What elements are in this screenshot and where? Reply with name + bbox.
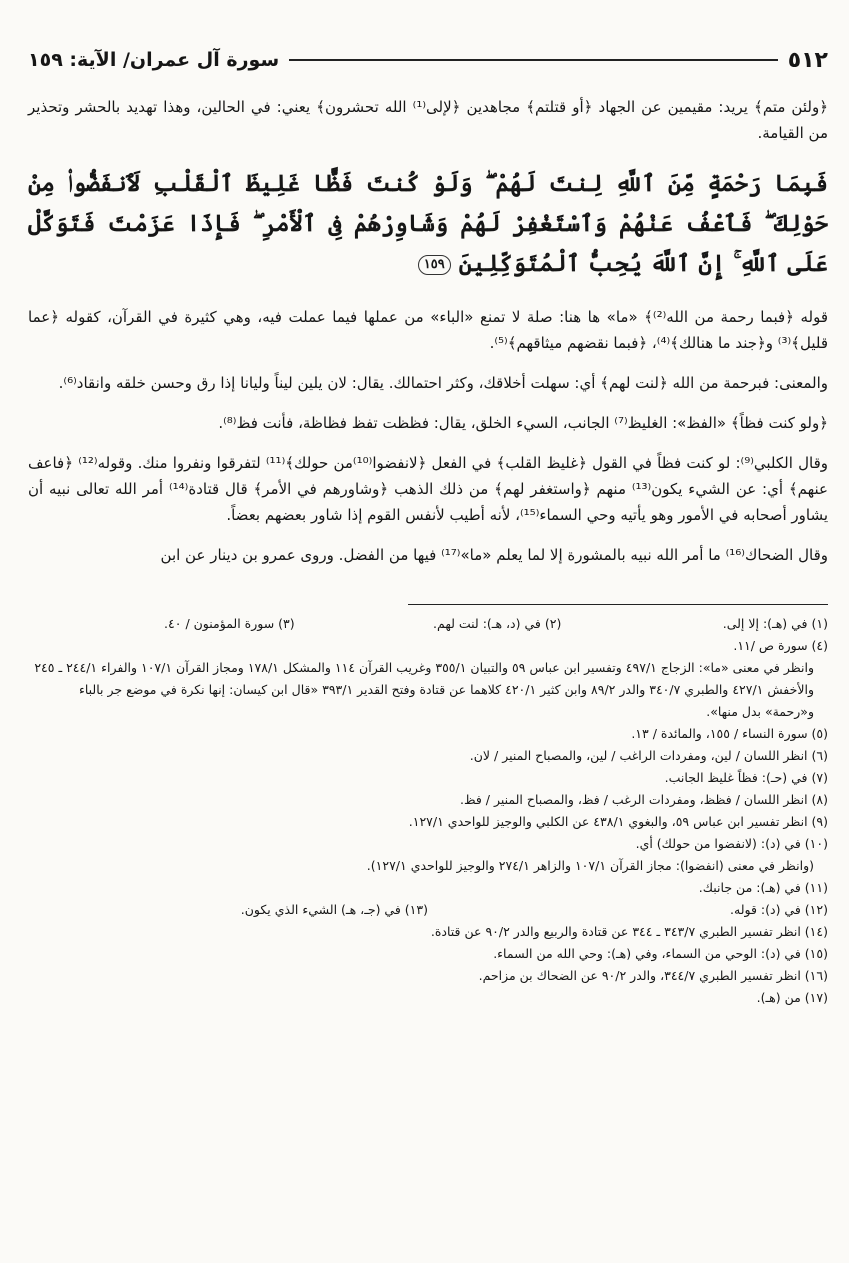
- footnote-1: (١) في (هـ): إلا إلى.: [722, 616, 828, 631]
- paragraph-1: ﴿ولئن متم﴾ يريد: مقيمين عن الجهاد ﴿أو قتلتم﴾ مجاهدين ﴿لإلى⁽¹⁾ الله تحشرون﴾ يعني: في الحالين، وهذا تهديد بالحشر وتحذير من القيامة.: [28, 98, 828, 142]
- verse-text: فَبِمَا رَحْمَةٍ مِّنَ ٱللَّهِ لِنتَ لَهُمْ ۖ وَلَوْ كُنتَ فَظًّا غَلِيظَ ٱلْقَلْبِ لَٱنفَضُّوا۟ مِنْ حَوْلِكَ ۖ فَٱعْفُ عَنْهُمْ وَٱسْتَغْفِرْ لَهُمْ وَشَاوِرْهُمْ فِى ٱلْأَمْرِ ۖ فَإِذَا عَزَمْتَ فَتَوَكَّلْ عَلَى ٱللَّهِ ۚ إِنَّ ٱللَّهَ يُحِبُّ ٱلْمُتَوَكِّلِينَ: [28, 170, 828, 277]
- footnote-row-1-3: [28, 613, 828, 635]
- page-header: [28, 40, 828, 80]
- footnote-6: (٦) انظر اللسان / لين، ومفردات الراغب / لين، والمصباح المنير / لان.: [469, 748, 828, 763]
- header-rule: [289, 59, 778, 61]
- footnote-17: (١٧) من (هـ).: [756, 990, 828, 1005]
- paragraph-3: والمعنى: فبرحمة من الله ﴿لنت لهم﴾ أي: سهلت أخلاقك، وكثر احتمالك. يقال: لان يلين ليناً وليانا إذا رق وحسن خلقه وانقاد⁽⁶⁾.: [58, 374, 828, 392]
- paragraph-5: وقال الكلبي⁽⁹⁾: لو كنت فظاً في القول ﴿غليظ القلب﴾ في الفعل ﴿لانفضوا⁽¹⁰⁾من حولك﴾⁽¹¹⁾ لتفرقوا ونفروا منك. وقوله⁽¹²⁾ ﴿فاعف عنهم﴾ أي: عن الشيء يكون⁽¹³⁾ منهم ﴿واستغفر لهم﴾ من ذلك الذهب ﴿وشاورهم في الأمر﴾ قال قتادة⁽¹⁴⁾ أمر الله تعالى نبيه أن يشاور أصحابه في الأمور وهو يأتيه وحي السماء⁽¹⁵⁾، لأنه أطيب لأنفس القوم إذا شاور بعضهم بعضاً.: [28, 454, 828, 524]
- footnote-3: (٣) سورة المؤمنون / ٤٠.: [164, 616, 295, 631]
- footnotes: [28, 613, 828, 1009]
- footnote-10: (١٠) في (د): (لانفضوا من حولك) أي.: [635, 836, 828, 851]
- footnote-13: (١٣) في (جـ، هـ) الشيء الذي يكون.: [240, 902, 428, 917]
- quran-verse: [28, 164, 828, 284]
- footnote-9: (٩) انظر تفسير ابن عباس ٥٩، والبغوي ٤٣٨/١ عن الكلبي والوجيز للواحدي ١٢٧/١.: [408, 814, 828, 829]
- footnote-5: (٥) سورة النساء / ١٥٥، والمائدة / ١٣.: [631, 726, 828, 741]
- footnote-10-detail: (وانظر في معنى (انفضوا): مجاز القرآن ١٠٧/١ والزاهر ٢٧٤/١ والوجيز للواحدي ١٢٧/١).: [366, 858, 814, 873]
- footnote-15: (١٥) في (د): الوحي من السماء، وفي (هـ): وحي الله من السماء.: [493, 946, 828, 961]
- footnote-11: (١١) في (هـ): من جانبك.: [698, 880, 828, 895]
- footnote-14: (١٤) انظر تفسير الطبري ٣٤٣/٧ ـ ٣٤٤ عن قتادة والربيع والدر ٩٠/٢ عن قتادة.: [430, 924, 828, 939]
- footnote-separator: [408, 604, 828, 605]
- footnote-row-12-13: [28, 899, 828, 921]
- paragraph-4: ﴿ولو كنت فظاً﴾ «الفظ»: الغليظ⁽⁷⁾ الجانب، السيء الخلق، يقال: فظظت تفظ فظاظة، فأنت فظ⁽⁸⁾.: [218, 414, 828, 432]
- footnote-8: (٨) انظر اللسان / فظظ، ومفردات الرغب / فظ، والمصباح المنير / فظ.: [459, 792, 828, 807]
- paragraph-2: قوله ﴿فبما رحمة من الله⁽²⁾﴾ «ما» ها هنا: صلة لا تمنع «الباء» من عملها فيما عملت فيه، وهي كثيرة في القرآن، كقوله ﴿عما قليل﴾⁽³⁾ و﴿جند ما هنالك﴾⁽⁴⁾، ﴿فبما نقضهم ميثاقهم﴾⁽⁵⁾.: [28, 308, 828, 352]
- footnote-4: (٤) سورة ص /١١.: [733, 638, 828, 653]
- footnote-2: (٢) في (د، هـ): لنت لهم.: [433, 616, 562, 631]
- footnote-16: (١٦) انظر تفسير الطبري ٣٤٤/٧، والدر ٩٠/٢ عن الضحاك بن مزاحم.: [478, 968, 828, 983]
- page-number: ٥١٢: [787, 47, 828, 73]
- footnote-7: (٧) في (حـ): فظاً غليظ الجانب.: [664, 770, 828, 785]
- footnote-4-detail: وانظر في معنى «ما»: الزجاج ٤٩٧/١ وتفسير ابن عباس ٥٩ والتبيان ٣٥٥/١ وغريب القرآن ١١٤ والمشكل ١٧٨/١ ومجاز القرآن ١٠٧/١ والفراء ٢٤٤/١ ـ ٢٤٥ والأخفش ٤٢٧/١ والطبري ٣٤٠/٧ والدر ٨٩/٢ وابن كثير ٤٢٠/١ كلاهما عن قتادة وفتح القدير ٣٩٣/١ «قال ابن كيسان: إنها نكرة في موضع جر بالباء و«رحمة» بدل منها».: [34, 660, 814, 719]
- footnote-12: (١٢) في (د): قوله.: [730, 902, 828, 917]
- running-title: سورة آل عمران/ الآية: ١٥٩: [28, 49, 280, 71]
- verse-number-marker: ١٥٩: [418, 255, 451, 275]
- book-page: [28, 40, 828, 1009]
- commentary-body: [28, 94, 828, 568]
- paragraph-6: وقال الضحاك⁽¹⁶⁾ ما أمر الله نبيه بالمشورة إلا لما يعلم «ما»⁽¹⁷⁾ فيها من الفضل. وروى عمرو بن دينار عن ابن: [160, 546, 828, 564]
